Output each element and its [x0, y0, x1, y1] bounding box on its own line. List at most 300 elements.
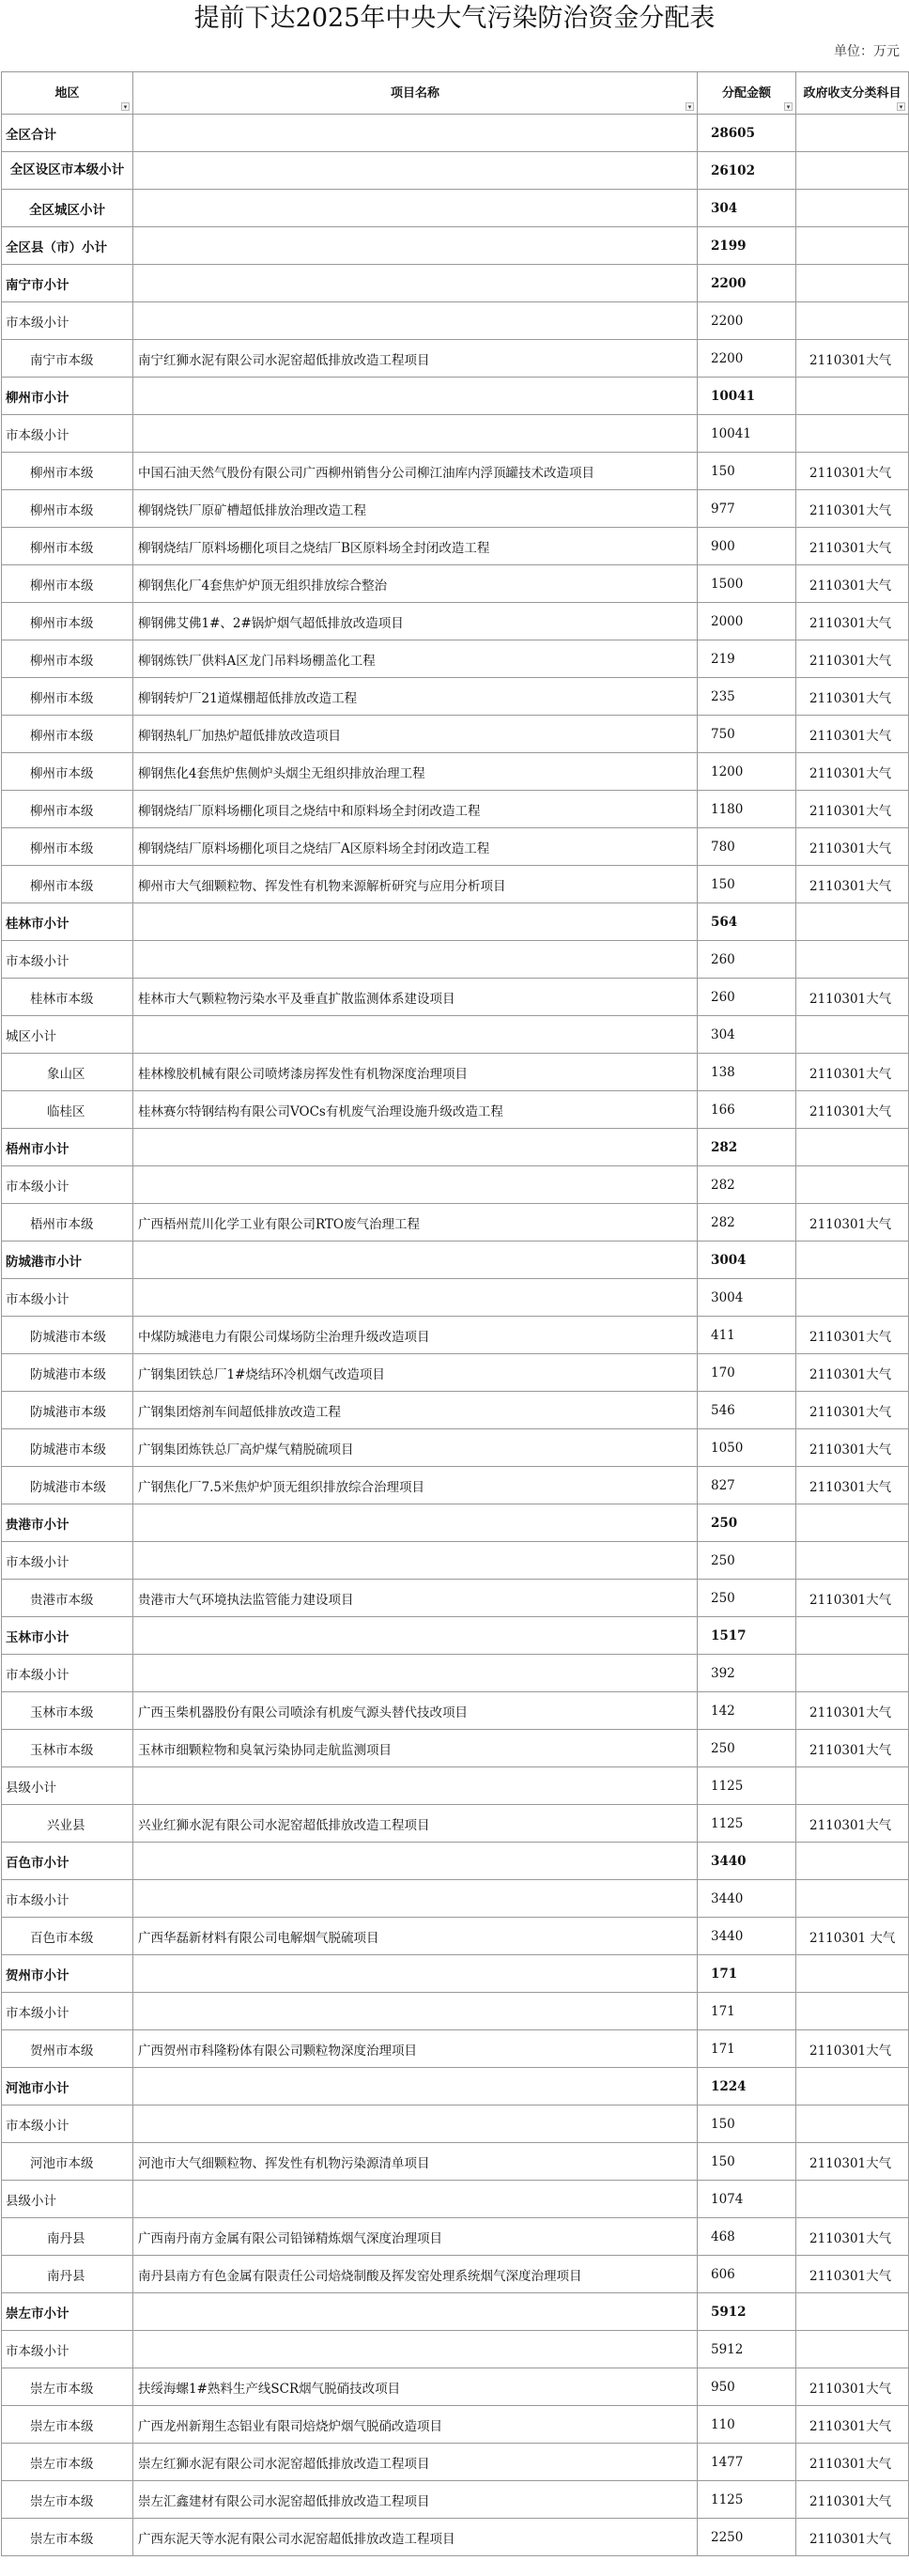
cell-project[interactable]	[133, 1242, 698, 1279]
cell-amount[interactable]: 750	[698, 716, 796, 753]
cell-region[interactable]: 城区小计	[2, 1016, 133, 1054]
cell-project[interactable]: 广钢集团熔剂车间超低排放改造工程	[133, 1392, 698, 1429]
filter-dropdown-icon[interactable]: ▾	[686, 102, 694, 111]
cell-project[interactable]	[133, 1617, 698, 1655]
table-row	[2, 2481, 909, 2519]
cell-project[interactable]	[133, 302, 698, 340]
cell-amount[interactable]: 3004	[698, 1279, 796, 1317]
cell-amount[interactable]: 250	[698, 1580, 796, 1617]
cell-amount[interactable]: 219	[698, 640, 796, 678]
cell-amount[interactable]: 10041	[698, 378, 796, 415]
table-row	[2, 1429, 909, 1467]
cell-region[interactable]: 市本级小计	[2, 1993, 133, 2030]
cell-project[interactable]: 崇左汇鑫建材有限公司水泥窑超低排放改造工程项目	[133, 2481, 698, 2519]
cell-region[interactable]: 南宁市小计	[2, 265, 133, 302]
cell-region[interactable]: 市本级小计	[2, 941, 133, 979]
cell-category[interactable]: 2110301大气	[796, 979, 909, 1016]
cell-category[interactable]: 2110301大气	[796, 1805, 909, 1843]
cell-category[interactable]: 2110301大气	[796, 1580, 909, 1617]
cell-amount[interactable]: 3440	[698, 1918, 796, 1955]
cell-amount[interactable]: 3004	[698, 1242, 796, 1279]
cell-category[interactable]: 2110301大气	[796, 1354, 909, 1392]
cell-amount[interactable]: 5912	[698, 2331, 796, 2368]
table-row	[2, 1354, 909, 1392]
cell-category[interactable]	[796, 1129, 909, 1166]
column-header-region[interactable]	[2, 72, 133, 115]
cell-project[interactable]: 广西东泥天等水泥有限公司水泥窑超低排放改造工程项目	[133, 2519, 698, 2556]
cell-region[interactable]: 市本级小计	[2, 2106, 133, 2143]
cell-region[interactable]: 玉林市本级	[2, 1692, 133, 1730]
cell-region[interactable]: 全区合计	[2, 115, 133, 152]
table-row	[2, 378, 909, 415]
cell-project[interactable]: 柳钢佛艾佛1#、2#锅炉烟气超低排放改造项目	[133, 603, 698, 640]
cell-region[interactable]: 柳州市本级	[2, 640, 133, 678]
filter-dropdown-icon[interactable]: ▾	[121, 102, 130, 111]
cell-amount[interactable]: 2200	[698, 265, 796, 302]
cell-amount[interactable]: 142	[698, 1692, 796, 1730]
table-row	[2, 2106, 909, 2143]
cell-amount[interactable]: 260	[698, 941, 796, 979]
table-row	[2, 2444, 909, 2481]
cell-project[interactable]	[133, 903, 698, 941]
cell-amount[interactable]: 1477	[698, 2444, 796, 2481]
cell-region[interactable]: 南丹县	[2, 2218, 133, 2256]
filter-dropdown-icon[interactable]: ▾	[784, 102, 793, 111]
cell-project[interactable]: 贵港市大气环境执法监管能力建设项目	[133, 1580, 698, 1617]
cell-project[interactable]: 广西华磊新材料有限公司电解烟气脱硫项目	[133, 1918, 698, 1955]
cell-category[interactable]	[796, 2293, 909, 2331]
cell-category[interactable]	[796, 2106, 909, 2143]
cell-project[interactable]	[133, 415, 698, 453]
table-row	[2, 716, 909, 753]
cell-project[interactable]	[133, 2106, 698, 2143]
cell-category[interactable]: 2110301大气	[796, 828, 909, 866]
table-row	[2, 2331, 909, 2368]
cell-project[interactable]	[133, 152, 698, 190]
cell-region[interactable]: 柳州市本级	[2, 716, 133, 753]
cell-region[interactable]: 崇左市本级	[2, 2519, 133, 2556]
cell-project[interactable]: 中煤防城港电力有限公司煤场防尘治理升级改造项目	[133, 1317, 698, 1354]
cell-region[interactable]: 防城港市本级	[2, 1429, 133, 1467]
column-header-project[interactable]	[133, 72, 698, 115]
cell-category[interactable]: 2110301大气	[796, 640, 909, 678]
cell-category[interactable]	[796, 1279, 909, 1317]
cell-region[interactable]: 贺州市本级	[2, 2030, 133, 2068]
cell-region[interactable]: 市本级小计	[2, 1542, 133, 1580]
cell-category[interactable]	[796, 2331, 909, 2368]
cell-category[interactable]: 2110301大气	[796, 340, 909, 378]
cell-project[interactable]: 广西龙州新翔生态铝业有限司焙烧炉烟气脱硝改造项目	[133, 2406, 698, 2444]
cell-amount[interactable]: 1125	[698, 1805, 796, 1843]
table-row	[2, 2143, 909, 2181]
cell-category[interactable]: 2110301大气	[796, 453, 909, 490]
cell-project[interactable]: 广西贺州市科隆粉体有限公司颗粒物深度治理项目	[133, 2030, 698, 2068]
cell-project[interactable]	[133, 1880, 698, 1918]
cell-category[interactable]: 2110301大气	[796, 490, 909, 528]
cell-amount[interactable]: 304	[698, 1016, 796, 1054]
cell-category[interactable]	[796, 2068, 909, 2106]
cell-category[interactable]	[796, 415, 909, 453]
cell-category[interactable]	[796, 1016, 909, 1054]
cell-region[interactable]: 市本级小计	[2, 1655, 133, 1692]
cell-project[interactable]	[133, 1016, 698, 1054]
cell-category[interactable]: 2110301大气	[796, 866, 909, 903]
cell-region[interactable]: 柳州市本级	[2, 565, 133, 603]
cell-project[interactable]: 柳钢焦化厂4套焦炉炉顶无组织排放综合整治	[133, 565, 698, 603]
cell-category[interactable]: 2110301大气	[796, 1317, 909, 1354]
cell-category[interactable]: 2110301大气	[796, 1692, 909, 1730]
cell-project[interactable]: 河池市大气细颗粒物、挥发性有机物污染源清单项目	[133, 2143, 698, 2181]
cell-region[interactable]: 百色市小计	[2, 1843, 133, 1880]
cell-project[interactable]: 柳钢热轧厂加热炉超低排放改造项目	[133, 716, 698, 753]
cell-project[interactable]: 南丹县南方有色金属有限责任公司焙烧制酸及挥发窑处理系统烟气深度治理项目	[133, 2256, 698, 2293]
cell-amount[interactable]: 411	[698, 1317, 796, 1354]
cell-category[interactable]	[796, 227, 909, 265]
cell-project[interactable]: 扶绥海螺1#熟料生产线SCR烟气脱硝技改项目	[133, 2368, 698, 2406]
cell-category[interactable]: 2110301大气	[796, 1054, 909, 1091]
cell-region[interactable]: 柳州市小计	[2, 378, 133, 415]
cell-project[interactable]: 桂林市大气颗粒物污染水平及垂直扩散监测体系建设项目	[133, 979, 698, 1016]
cell-amount[interactable]: 282	[698, 1166, 796, 1204]
cell-region[interactable]: 市本级小计	[2, 415, 133, 453]
cell-region[interactable]: 全区城区小计	[2, 190, 133, 227]
cell-project[interactable]: 广钢集团炼铁总厂高炉煤气精脱硫项目	[133, 1429, 698, 1467]
table-row	[2, 565, 909, 603]
cell-region[interactable]: 全区县（市）小计	[2, 227, 133, 265]
cell-region[interactable]: 防城港市本级	[2, 1317, 133, 1354]
table-row	[2, 2030, 909, 2068]
cell-amount[interactable]: 3440	[698, 1880, 796, 1918]
table-row	[2, 828, 909, 866]
cell-region[interactable]: 象山区	[2, 1054, 133, 1091]
cell-category[interactable]	[796, 265, 909, 302]
cell-project[interactable]	[133, 1542, 698, 1580]
cell-category[interactable]	[796, 152, 909, 190]
cell-project[interactable]: 广西梧州荒川化学工业有限公司RTO废气治理工程	[133, 1204, 698, 1242]
cell-amount[interactable]: 827	[698, 1467, 796, 1504]
cell-project[interactable]	[133, 1843, 698, 1880]
cell-category[interactable]	[796, 1767, 909, 1805]
cell-project[interactable]	[133, 378, 698, 415]
cell-project[interactable]	[133, 2331, 698, 2368]
cell-region[interactable]: 防城港市本级	[2, 1467, 133, 1504]
cell-category[interactable]: 2110301大气	[796, 603, 909, 640]
cell-region[interactable]: 柳州市本级	[2, 753, 133, 791]
cell-project[interactable]	[133, 2293, 698, 2331]
table-row	[2, 941, 909, 979]
cell-category[interactable]	[796, 1880, 909, 1918]
cell-region[interactable]: 崇左市本级	[2, 2406, 133, 2444]
cell-region[interactable]: 贵港市本级	[2, 1580, 133, 1617]
cell-category[interactable]	[796, 115, 909, 152]
cell-region[interactable]: 柳州市本级	[2, 828, 133, 866]
cell-region[interactable]: 防城港市本级	[2, 1392, 133, 1429]
cell-category[interactable]	[796, 378, 909, 415]
cell-category[interactable]: 2110301大气	[796, 716, 909, 753]
cell-category[interactable]: 2110301大气	[796, 2143, 909, 2181]
cell-amount[interactable]: 392	[698, 1655, 796, 1692]
cell-project[interactable]	[133, 1129, 698, 1166]
cell-amount[interactable]: 170	[698, 1354, 796, 1392]
cell-region[interactable]: 崇左市本级	[2, 2368, 133, 2406]
cell-category[interactable]: 2110301大气	[796, 678, 909, 716]
cell-project[interactable]	[133, 1993, 698, 2030]
column-header-amount[interactable]	[698, 72, 796, 115]
table-row	[2, 1392, 909, 1429]
cell-category[interactable]	[796, 1242, 909, 1279]
cell-amount[interactable]: 171	[698, 1993, 796, 2030]
cell-category[interactable]: 2110301大气	[796, 565, 909, 603]
cell-amount[interactable]: 166	[698, 1091, 796, 1129]
cell-amount[interactable]: 1200	[698, 753, 796, 791]
cell-amount[interactable]: 977	[698, 490, 796, 528]
table-row	[2, 1504, 909, 1542]
cell-amount[interactable]: 606	[698, 2256, 796, 2293]
cell-category[interactable]	[796, 1617, 909, 1655]
cell-project[interactable]: 兴业红狮水泥有限公司水泥窑超低排放改造工程项目	[133, 1805, 698, 1843]
cell-amount[interactable]: 150	[698, 866, 796, 903]
cell-region[interactable]: 柳州市本级	[2, 453, 133, 490]
cell-region[interactable]: 崇左市本级	[2, 2444, 133, 2481]
cell-amount[interactable]: 304	[698, 190, 796, 227]
cell-category[interactable]: 2110301大气	[796, 1091, 909, 1129]
cell-category[interactable]	[796, 903, 909, 941]
cell-project[interactable]	[133, 1279, 698, 1317]
cell-region[interactable]: 桂林市小计	[2, 903, 133, 941]
table-row	[2, 1805, 909, 1843]
cell-region[interactable]: 防城港市本级	[2, 1354, 133, 1392]
cell-amount[interactable]: 2200	[698, 302, 796, 340]
cell-category[interactable]	[796, 1542, 909, 1580]
cell-category[interactable]: 2110301大气	[796, 791, 909, 828]
cell-category[interactable]	[796, 302, 909, 340]
cell-project[interactable]: 广钢集团铁总厂1#烧结环冷机烟气改造项目	[133, 1354, 698, 1392]
cell-amount[interactable]: 1517	[698, 1617, 796, 1655]
cell-region[interactable]: 临桂区	[2, 1091, 133, 1129]
cell-project[interactable]	[133, 115, 698, 152]
cell-project[interactable]	[133, 1166, 698, 1204]
cell-region[interactable]: 防城港市小计	[2, 1242, 133, 1279]
table-row	[2, 2068, 909, 2106]
cell-region[interactable]: 市本级小计	[2, 1880, 133, 1918]
cell-region[interactable]: 梧州市本级	[2, 1204, 133, 1242]
cell-category[interactable]	[796, 1955, 909, 1993]
cell-project[interactable]: 柳钢焦化4套焦炉焦侧炉头烟尘无组织排放治理工程	[133, 753, 698, 791]
cell-amount[interactable]: 1050	[698, 1429, 796, 1467]
cell-category[interactable]: 2110301大气	[796, 1467, 909, 1504]
cell-amount[interactable]: 900	[698, 528, 796, 565]
cell-category[interactable]	[796, 1504, 909, 1542]
cell-amount[interactable]: 1074	[698, 2181, 796, 2218]
cell-project[interactable]	[133, 1955, 698, 1993]
cell-category[interactable]: 2110301大气	[796, 1392, 909, 1429]
cell-category[interactable]: 2110301大气	[796, 528, 909, 565]
cell-project[interactable]: 柳钢烧结厂原料场棚化项目之烧结中和原料场全封闭改造工程	[133, 791, 698, 828]
cell-category[interactable]: 2110301大气	[796, 753, 909, 791]
cell-project[interactable]	[133, 1504, 698, 1542]
cell-region[interactable]: 贺州市小计	[2, 1955, 133, 1993]
cell-project[interactable]: 柳钢烧结厂原料场棚化项目之烧结厂B区原料场全封闭改造工程	[133, 528, 698, 565]
cell-amount[interactable]: 2200	[698, 340, 796, 378]
cell-region[interactable]: 玉林市本级	[2, 1730, 133, 1767]
cell-category[interactable]: 2110301大气	[796, 1429, 909, 1467]
cell-amount[interactable]: 235	[698, 678, 796, 716]
cell-project[interactable]: 广钢焦化厂7.5米焦炉炉顶无组织排放综合治理项目	[133, 1467, 698, 1504]
table-row	[2, 302, 909, 340]
cell-project[interactable]	[133, 2181, 698, 2218]
cell-amount[interactable]: 1180	[698, 791, 796, 828]
cell-region[interactable]: 全区设区市本级小计	[2, 152, 133, 190]
cell-amount[interactable]: 564	[698, 903, 796, 941]
cell-project[interactable]: 柳钢烧铁厂原矿槽超低排放治理改造工程	[133, 490, 698, 528]
cell-project[interactable]: 柳钢烧结厂原料场棚化项目之烧结厂A区原料场全封闭改造工程	[133, 828, 698, 866]
cell-amount[interactable]: 250	[698, 1542, 796, 1580]
cell-project[interactable]: 桂林橡胶机械有限公司喷烤漆房挥发性有机物深度治理项目	[133, 1054, 698, 1091]
cell-amount[interactable]: 780	[698, 828, 796, 866]
cell-category[interactable]: 2110301大气	[796, 2481, 909, 2519]
cell-region[interactable]: 市本级小计	[2, 2331, 133, 2368]
cell-amount[interactable]: 150	[698, 453, 796, 490]
cell-amount[interactable]: 3440	[698, 1843, 796, 1880]
table-row	[2, 1993, 909, 2030]
cell-category[interactable]: 2110301大气	[796, 2030, 909, 2068]
cell-project[interactable]: 柳州市大气细颗粒物、挥发性有机物来源解析研究与应用分析项目	[133, 866, 698, 903]
cell-region[interactable]: 河池市本级	[2, 2143, 133, 2181]
cell-category[interactable]	[796, 1993, 909, 2030]
cell-project[interactable]	[133, 190, 698, 227]
table-row	[2, 115, 909, 152]
cell-project[interactable]: 广西南丹南方金属有限公司铅锑精炼烟气深度治理项目	[133, 2218, 698, 2256]
table-row	[2, 2406, 909, 2444]
cell-project[interactable]: 玉林市细颗粒物和臭氧污染协同走航监测项目	[133, 1730, 698, 1767]
filter-dropdown-icon[interactable]: ▾	[897, 102, 905, 111]
cell-region[interactable]: 柳州市本级	[2, 528, 133, 565]
cell-region[interactable]: 百色市本级	[2, 1918, 133, 1955]
cell-region[interactable]: 柳州市本级	[2, 866, 133, 903]
cell-category[interactable]: 2110301大气	[796, 2256, 909, 2293]
cell-amount[interactable]: 1125	[698, 1767, 796, 1805]
cell-region[interactable]: 崇左市本级	[2, 2481, 133, 2519]
cell-amount[interactable]: 250	[698, 1504, 796, 1542]
cell-region[interactable]: 柳州市本级	[2, 791, 133, 828]
cell-amount[interactable]: 546	[698, 1392, 796, 1429]
cell-region[interactable]: 市本级小计	[2, 1166, 133, 1204]
table-row	[2, 1091, 909, 1129]
cell-project[interactable]: 广西玉柴机器股份有限公司喷涂有机废气源头替代技改项目	[133, 1692, 698, 1730]
cell-category[interactable]	[796, 941, 909, 979]
table-row	[2, 2181, 909, 2218]
cell-category[interactable]: 2110301大气	[796, 2444, 909, 2481]
table-row	[2, 528, 909, 565]
cell-amount[interactable]: 1125	[698, 2481, 796, 2519]
cell-region[interactable]: 贵港市小计	[2, 1504, 133, 1542]
cell-region[interactable]: 柳州市本级	[2, 678, 133, 716]
cell-region[interactable]: 市本级小计	[2, 1279, 133, 1317]
cell-amount[interactable]: 950	[698, 2368, 796, 2406]
cell-project[interactable]	[133, 227, 698, 265]
column-header-category[interactable]	[796, 72, 909, 115]
cell-project[interactable]	[133, 265, 698, 302]
cell-amount[interactable]: 150	[698, 2106, 796, 2143]
cell-region[interactable]: 南宁市本级	[2, 340, 133, 378]
cell-region[interactable]: 兴业县	[2, 1805, 133, 1843]
cell-category[interactable]	[796, 1166, 909, 1204]
cell-amount[interactable]: 1224	[698, 2068, 796, 2106]
cell-category[interactable]: 2110301大气	[796, 1204, 909, 1242]
cell-category[interactable]: 2110301大气	[796, 2406, 909, 2444]
cell-category[interactable]: 2110301大气	[796, 2519, 909, 2556]
cell-region[interactable]: 柳州市本级	[2, 603, 133, 640]
cell-amount[interactable]: 10041	[698, 415, 796, 453]
cell-region[interactable]: 柳州市本级	[2, 490, 133, 528]
cell-category[interactable]: 2110301大气	[796, 2368, 909, 2406]
cell-amount[interactable]: 110	[698, 2406, 796, 2444]
cell-region[interactable]: 河池市小计	[2, 2068, 133, 2106]
cell-category[interactable]	[796, 1843, 909, 1880]
cell-region[interactable]: 崇左市小计	[2, 2293, 133, 2331]
cell-region[interactable]: 南丹县	[2, 2256, 133, 2293]
cell-category[interactable]	[796, 190, 909, 227]
cell-amount[interactable]: 1500	[698, 565, 796, 603]
cell-amount[interactable]: 150	[698, 2143, 796, 2181]
cell-category[interactable]: 2110301大气	[796, 2218, 909, 2256]
cell-region[interactable]: 玉林市小计	[2, 1617, 133, 1655]
cell-amount[interactable]: 468	[698, 2218, 796, 2256]
cell-project[interactable]	[133, 1767, 698, 1805]
cell-region[interactable]: 市本级小计	[2, 302, 133, 340]
cell-region[interactable]: 梧州市小计	[2, 1129, 133, 1166]
cell-region[interactable]: 县级小计	[2, 2181, 133, 2218]
cell-project[interactable]: 桂林赛尔特钢结构有限公司VOCs有机废气治理设施升级改造工程	[133, 1091, 698, 1129]
table-row	[2, 1730, 909, 1767]
cell-amount[interactable]: 2199	[698, 227, 796, 265]
cell-project[interactable]: 中国石油天然气股份有限公司广西柳州销售分公司柳江油库内浮顶罐技术改造项目	[133, 453, 698, 490]
cell-amount[interactable]: 282	[698, 1204, 796, 1242]
cell-project[interactable]: 柳钢转炉厂21道煤棚超低排放改造工程	[133, 678, 698, 716]
cell-amount[interactable]: 26102	[698, 152, 796, 190]
cell-amount[interactable]: 28605	[698, 115, 796, 152]
cell-category[interactable]: 2110301 大气	[796, 1918, 909, 1955]
cell-project[interactable]	[133, 2068, 698, 2106]
cell-amount[interactable]: 2000	[698, 603, 796, 640]
cell-project[interactable]	[133, 941, 698, 979]
cell-region[interactable]: 县级小计	[2, 1767, 133, 1805]
table-row	[2, 1767, 909, 1805]
cell-project[interactable]: 崇左红狮水泥有限公司水泥窑超低排放改造工程项目	[133, 2444, 698, 2481]
cell-category[interactable]	[796, 1655, 909, 1692]
cell-category[interactable]: 2110301大气	[796, 1730, 909, 1767]
table-row	[2, 1054, 909, 1091]
cell-amount[interactable]: 282	[698, 1129, 796, 1166]
cell-amount[interactable]: 5912	[698, 2293, 796, 2331]
cell-amount[interactable]: 260	[698, 979, 796, 1016]
table-row	[2, 190, 909, 227]
cell-amount[interactable]: 2250	[698, 2519, 796, 2556]
cell-category[interactable]	[796, 2181, 909, 2218]
cell-region[interactable]: 桂林市本级	[2, 979, 133, 1016]
cell-amount[interactable]: 171	[698, 2030, 796, 2068]
cell-amount[interactable]: 138	[698, 1054, 796, 1091]
cell-project[interactable]: 柳钢炼铁厂供料A区龙门吊料场棚盖化工程	[133, 640, 698, 678]
table-row	[2, 490, 909, 528]
table-row	[2, 753, 909, 791]
cell-project[interactable]	[133, 1655, 698, 1692]
cell-amount[interactable]: 250	[698, 1730, 796, 1767]
cell-project[interactable]: 南宁红狮水泥有限公司水泥窑超低排放改造工程项目	[133, 340, 698, 378]
cell-amount[interactable]: 171	[698, 1955, 796, 1993]
table-row	[2, 1467, 909, 1504]
table-row	[2, 1016, 909, 1054]
